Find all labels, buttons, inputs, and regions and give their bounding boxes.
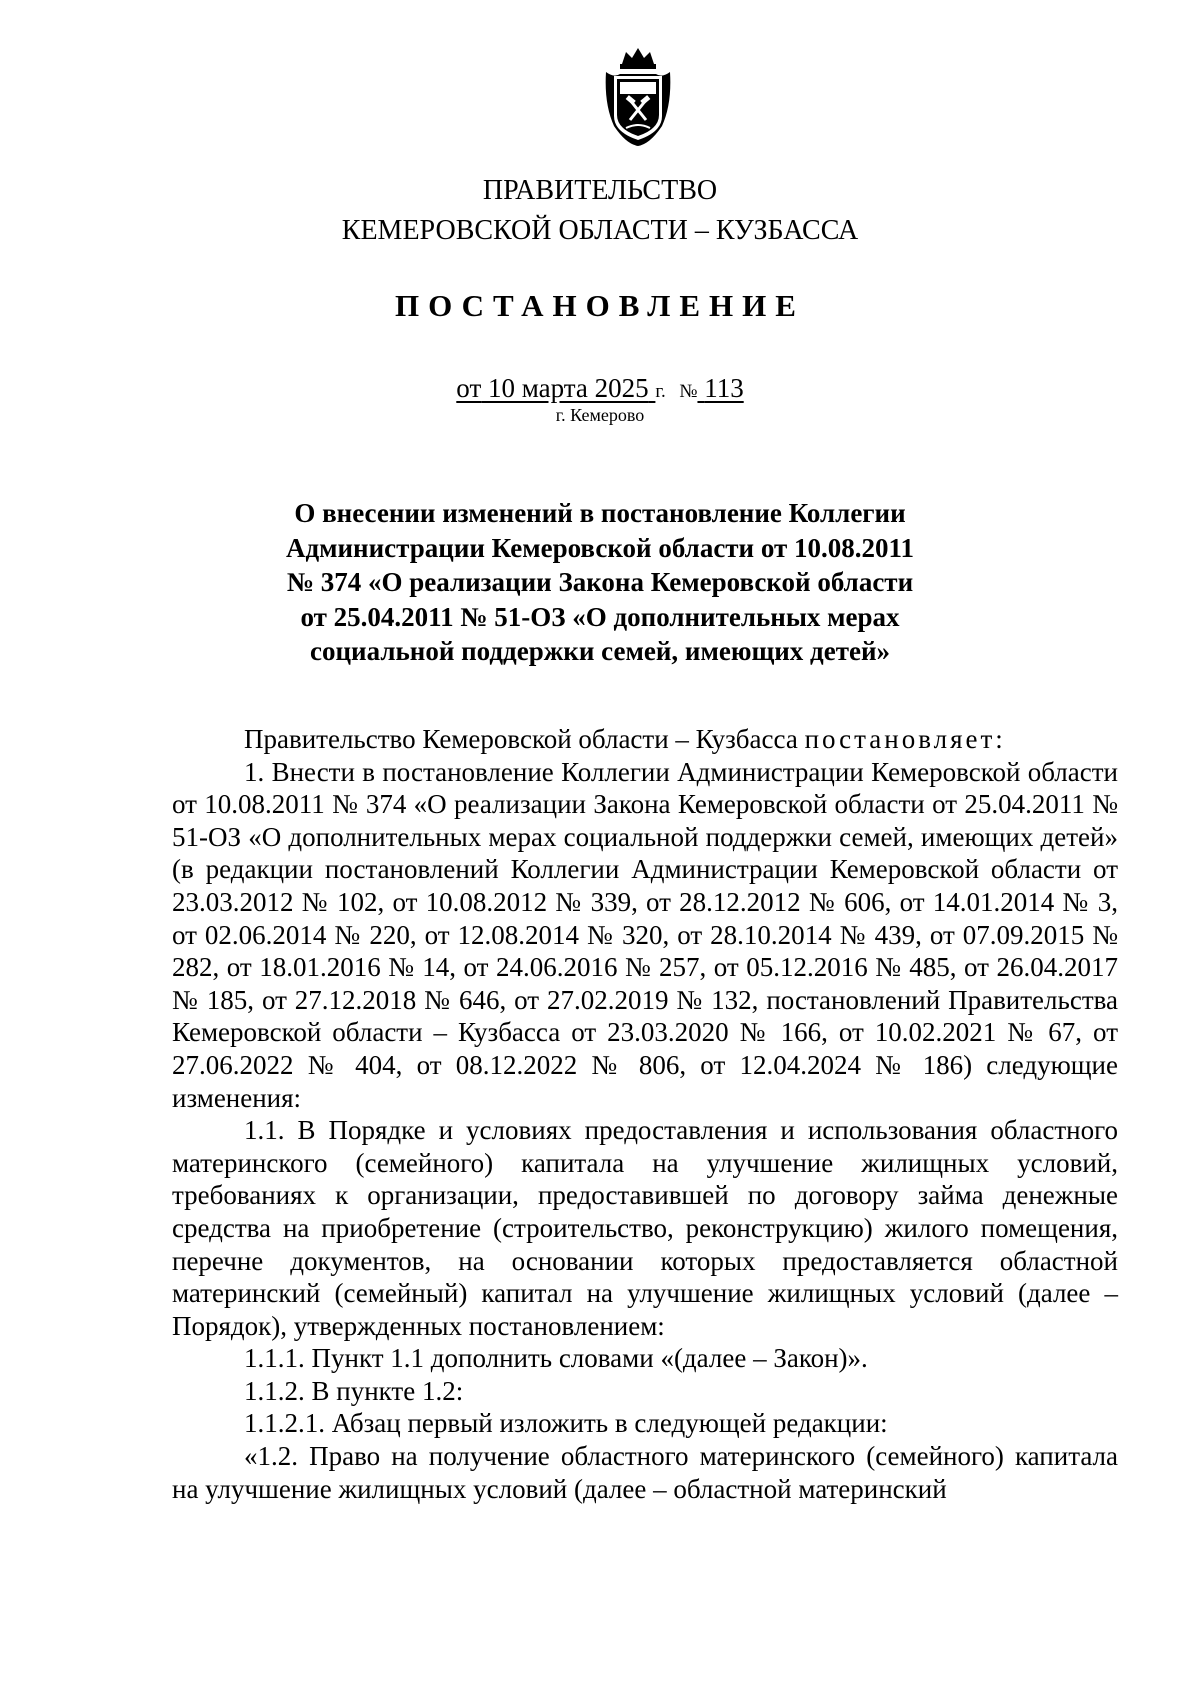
- kuzbass-coat-of-arms-icon: [600, 44, 676, 148]
- body-paragraph: 1.1. В Порядке и условиях предоставления и использования областного материнского (семейного) капитала на улучшение жилищных условий, требованиях к организации, предоставившей по договору займа денежные средства на приобретение (строительство, реконструкцию) жилого помещения, перечне документов, на основании которых предоставляется областной материнский (семейный) капитал на улучшение жилищных условий (далее – Порядок), утвержденных постановлением:: [172, 1115, 1118, 1341]
- document-date: 10 марта 2025: [488, 373, 649, 403]
- preamble-text: Правительство Кемеровской области – Кузбасса: [244, 724, 798, 754]
- body-paragraph: 1.1.1. Пункт 1.1 дополнить словами «(далее – Закон)».: [244, 1343, 868, 1374]
- number-sign: №: [679, 381, 698, 402]
- document-body: [172, 723, 1118, 1505]
- document-date-number: [0, 372, 1200, 408]
- document-number: 113: [704, 373, 744, 403]
- preamble-keyword: постановляет:: [804, 724, 1006, 754]
- body-paragraph: 1. Внести в постановление Коллегии Администрации Кемеровской области от 10.08.2011 № 374 «О реализации Закона Кемеровской области от 25.04.2011 № 51-ОЗ «О дополнительных мерах социальной поддержки семей, имеющих детей» (в редакции постановлений Коллегии Администрации Кемеровской области от 23.03.2012 № 102, от 10.08.2012 № 339, от 28.12.2012 № 606, от 14.01.2014 № 3, от 02.06.2014 № 220, от 12.08.2014 № 320, от 28.10.2014 № 439, от 07.09.2015 № 282, от 18.01.2016 № 14, от 24.06.2016 № 257, от 05.12.2016 № 485, от 26.04.2017 № 185, от 27.12.2018 № 646, от 27.02.2019 № 132, постановлений Правительства Кемеровской области – Кузбасса от 23.03.2020 № 166, от 10.02.2021 № 67, от 27.06.2022 № 404, от 08.12.2022 № 806, от 12.04.2024 № 186) следующие изменения:: [172, 756, 1118, 1113]
- subject-line: социальной поддержки семей, имеющих детей»: [310, 636, 890, 666]
- body-paragraph: 1.1.2.1. Абзац первый изложить в следующей редакции:: [244, 1408, 888, 1439]
- body-paragraph: 1.1.2. В пункте 1.2:: [244, 1375, 464, 1406]
- body-paragraph: «1.2. Право на получение областного материнского (семейного) капитала на улучшение жилищных условий (далее – областной материнский: [172, 1441, 1118, 1504]
- subject-line: Администрации Кемеровской области от 10.08.2011: [285, 532, 915, 563]
- document-type-title: ПОСТАНОВЛЕНИЕ: [395, 288, 805, 323]
- document-subject: [240, 496, 960, 669]
- subject-line: О внесении изменений в постановление Коллегии: [294, 498, 906, 528]
- year-suffix: г.: [655, 381, 666, 402]
- preamble-paragraph: [172, 723, 1118, 756]
- subject-line: № 374 «О реализации Закона Кемеровской области: [286, 567, 914, 597]
- subject-line: от 25.04.2011 № 51-ОЗ «О дополнительных мерах: [300, 601, 900, 632]
- date-prefix: от: [456, 373, 482, 403]
- document-city: г. Кемерово: [555, 405, 645, 425]
- government-name-line1: ПРАВИТЕЛЬСТВО: [482, 175, 718, 206]
- government-name-line2: КЕМЕРОВСКОЙ ОБЛАСТИ – КУЗБАССА: [341, 215, 859, 246]
